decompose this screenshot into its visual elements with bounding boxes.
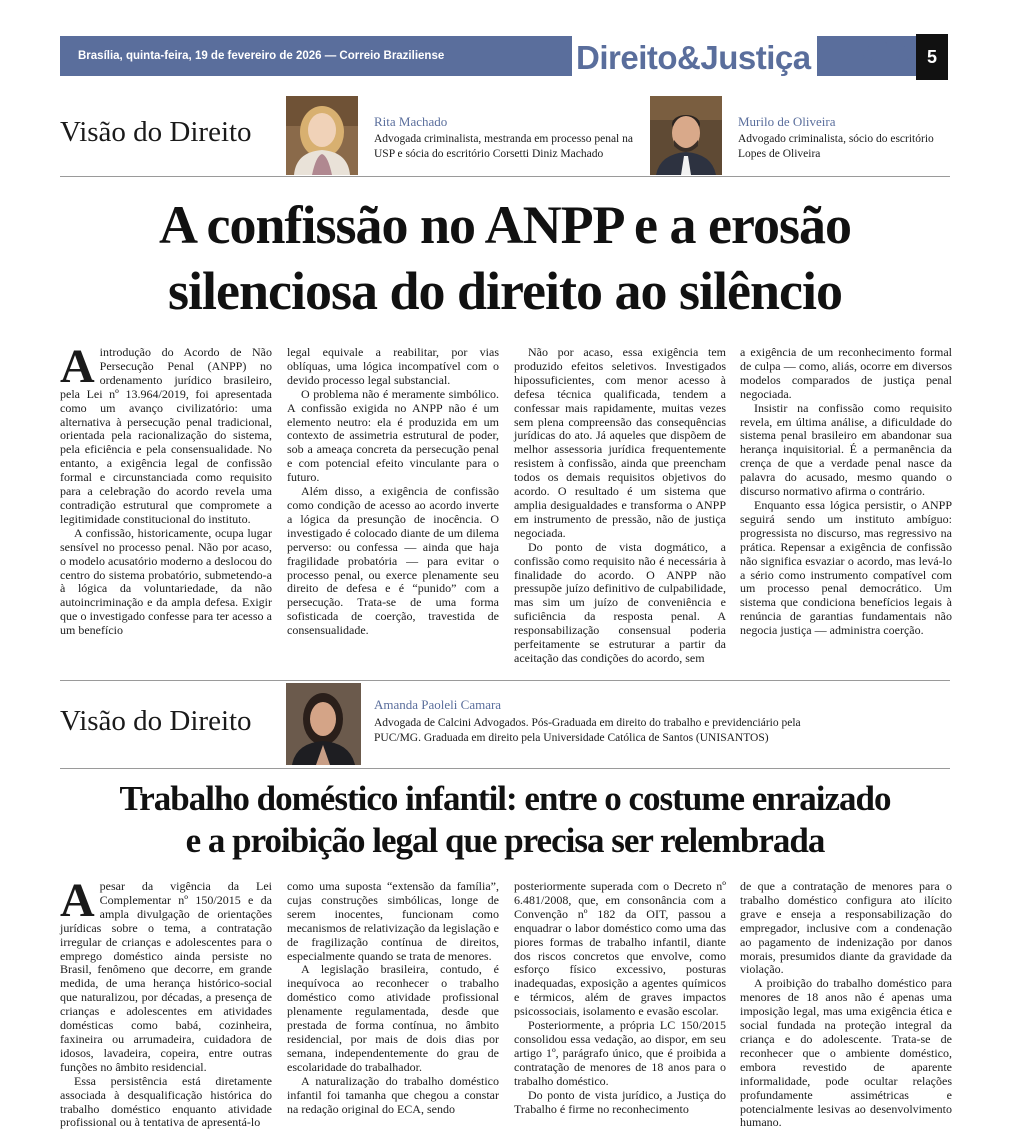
scales-of-justice-icon [860, 39, 912, 75]
page-header [60, 34, 948, 80]
paragraph: O problema não é meramente simbólico. A confissão exigida no ANPP não é um elemento neutro: ela é produzida em um contexto de assimetria estrutural de poder, sob a ameaça concreta da persecução penal e com potencial efeito vinculante para o futuro. [287, 386, 499, 485]
author-photo-rita-machado [286, 96, 358, 175]
paragraph: introdução do Acordo de Não Persecução Penal (ANPP) no ordenamento jurídico brasileiro, pela Lei nº 13.964/2019, foi apresentada como um avanço civilizatório: uma alternativa à persecução penal tradicional, orientada pela racionalização do sistema, pela eficiência e pela consensualidade. No entanto, a exigência legal de confissão formal e circunstanciada como requisito para a celebração do acordo revela uma contradição estrutural que compromete a legitimidade constitucional do instituto. [60, 345, 272, 526]
headline-line: A confissão no ANPP e a erosão [158, 195, 851, 255]
paragraph: A naturalização do trabalho doméstico infantil foi tamanha que chegou a constar na redação original do ECA, sendo [287, 1073, 499, 1116]
paragraph: Do ponto de vista jurídico, a Justiça do Trabalho é firme no reconhecimento [514, 1087, 726, 1116]
paragraph: Do ponto de vista dogmático, a confissão como requisito não é necessária à finalidade do acordo. O ANPP não pressupõe juízo definitivo de culpabilidade, mas sim um juízo de conveniência e suficiência da resposta penal. A responsabilização consensual poderia perfeitamente se estruturar a partir da aceitação das condições do acordo, sem [514, 539, 726, 665]
author-name: Amanda Paoleli Camara [374, 697, 502, 712]
paragraph: posteriormente superada com o Decreto nº 6.481/2008, que, em consonância com a Convenção nº 182 da OIT, passou a enquadrar o labor doméstico como uma das piores formas de trabalho infantil, diante dos riscos concretos que envolve, como esforço físico excessivo, posturas inadequadas, exposição a agentes químicos e térmicos, além de graves impactos psicossociais, isolamento e evasão escolar. [514, 879, 726, 1019]
page-number: 5 [916, 34, 948, 80]
paragraph: A proibição do trabalho doméstico para menores de 18 anos não é apenas uma imposição legal, mas uma exigência ética e social fundada na proteção integral da criança e do adolescente. Trata-se de reconhecer que o ambiente doméstico, embora revestido de aparente informalidade, pode ocultar relações profundamente assimétricas e potencialmente lesivas ao desenvolvimento humano. [740, 976, 952, 1130]
article-column [287, 880, 499, 1142]
paragraph: Além disso, a exigência de confissão como condição de acesso ao acordo inverte a lógica da presunção de inocência. O investigado é colocado diante de um dilema perverso: ou confessa — ainda que haja fragilidade probatória — para evitar o processo penal, ou exerce plenamente seu direito de defesa e é “punido” com a persecução. Trata-se de uma forma sofisticada de coerção, travestida de consensualidade. [287, 484, 499, 638]
paragraph: a exigência de um reconhecimento formal de culpa — como, aliás, ocorre em diversos modelos comparados de justiça penal negociada. [740, 345, 952, 401]
paragraph: Insistir na confissão como requisito revela, em última análise, a dificuldade do sistema penal brasileiro em abandonar sua herança inquisitorial. É a permanência da crença de que a verdade penal nasce da palavra do acusado, mesmo quando o discurso normativo afirma o contrário. [740, 400, 952, 499]
paragraph: Posteriormente, a própria LC 150/2015 consolidou essa vedação, ao dispor, em seu artigo 1º, parágrafo único, que é proibida a contratação de menores de 18 anos para o trabalho doméstico. [514, 1018, 726, 1088]
article-headline [50, 778, 960, 862]
article-column [740, 880, 952, 1142]
section-label: Visão do Direito [60, 116, 252, 148]
author-name: Murilo de Oliveira [738, 114, 836, 129]
drop-cap: A [60, 874, 95, 927]
author-bio: Advogada criminalista, mestranda em processo penal na USP e sócia do escritório Corsetti Diniz Machado [374, 133, 633, 160]
author-photo-amanda-paoleli-camara [286, 683, 361, 765]
paragraph: Enquanto essa lógica persistir, o ANPP seguirá sendo um instituto ambíguo: progressista no discurso, mas regressivo na prática. Repensar a exigência de confissão não significa esvaziar o acordo, mas levá-lo a sério como instrumento compatível com um processo penal democrático. Um sistema que condiciona benefícios legais à renúncia de garantias fundamentais não negocia justiça — administra coerção. [740, 497, 952, 638]
drop-cap: A [60, 340, 95, 393]
paragraph: Não por acaso, essa exigência tem produzido efeitos seletivos. Investigados hipossuficientes, com menor acesso à defesa técnica qualificada, tendem a confessar mais rapidamente, muitas vezes sem plena compreensão das consequências jurídicas do ato. Já aqueles que dispõem de melhor assessoria jurídica frequentemente resistem à confissão, ainda que preencham todos os demais requisitos objetivos do acordo. O resultado é um sistema que amplia desigualdades e transforma o ANPP em instrumento de pressão, não de justiça negociada. [514, 345, 726, 540]
date-line: Brasília, quinta-feira, 19 de fevereiro de 2026 — Correio Braziliense [78, 50, 445, 62]
section-label: Visão do Direito [60, 705, 252, 737]
section-title: Direito&Justiça [572, 36, 817, 80]
paragraph: legal equivale a reabilitar, por vias oblíquas, uma lógica incompatível com o devido processo legal substancial. [287, 345, 499, 387]
headline-line: silenciosa do direito ao silêncio [167, 261, 842, 321]
section-divider [60, 768, 950, 769]
author-name: Rita Machado [374, 114, 448, 129]
article-column [514, 880, 726, 1142]
article-column [514, 345, 726, 665]
paragraph: Essa persistência está diretamente associada à desqualificação histórica do trabalho doméstico enquanto atividade profissional ou à tentativa de apresentá-lo [60, 1073, 272, 1130]
section-divider [60, 680, 950, 681]
section-divider [60, 176, 950, 177]
article-headline [50, 192, 960, 324]
article-column [740, 346, 952, 646]
paragraph: de que a contratação de menores para o trabalho doméstico configura ato ilícito grave e enseja a responsabilização do empregador, inclusive com a condenação ao pagamento de indenização por danos morais, presumidos diante da gravidade da violação. [740, 879, 952, 977]
paragraph: A confissão, historicamente, ocupa lugar sensível no processo penal. Não por acaso, o modelo acusatório moderno a deslocou do centro do sistema probatório, submetendo-a à lógica da voluntariedade, da não autoincriminação e da ampla defesa. Exigir que o investigado confesse para ter acesso a um benefício [60, 525, 272, 638]
article-column [60, 874, 272, 1142]
article-column [60, 340, 272, 646]
paragraph: como uma suposta “extensão da família”, cujas construções simbólicas, longe de serem inocentes, funcionam como mecanismos de relativização da legislação e de fragilização contínua de direitos, especialmente quando se trata de menores. [287, 879, 499, 963]
headline-line: e a proibição legal que precisa ser relembrada [185, 821, 825, 860]
article-column [287, 346, 499, 646]
author-photo-murilo-de-oliveira [650, 96, 722, 175]
author-bio: Advogado criminalista, sócio do escritório Lopes de Oliveira [738, 133, 934, 160]
paragraph: pesar da vigência da Lei Complementar nº 150/2015 e da ampla divulgação de orientações jurídicas sobre o tema, a contratação irregular de crianças e adolescentes para o emprego doméstico ainda persiste no Brasil, fenômeno que decorre, em grande medida, de uma herança histórico-social que naturalizou, por décadas, a presença de crianças e adolescentes em atividades domésticas como babá, cozinheira, faxineira ou arrumadeira, cuidadora de idosos, lavadeira, copeira, entre outras funções no âmbito residencial. [60, 879, 272, 1074]
paragraph: A legislação brasileira, contudo, é inequívoca ao reconhecer o trabalho doméstico como atividade profissional plenamente regulamentada, desde que prestada de forma contínua, no âmbito residencial, por mais de dois dias por semana, independentemente do grau de escolaridade do trabalhador. [287, 962, 499, 1074]
author-bio: Advogada de Calcini Advogados. Pós-Graduada em direito do trabalho e previdenciário pela PUC/MG. Graduada em direito pela Universidade Católica de Santos (UNISANTOS) [374, 717, 801, 744]
headline-line: Trabalho doméstico infantil: entre o costume enraizado [119, 779, 891, 818]
